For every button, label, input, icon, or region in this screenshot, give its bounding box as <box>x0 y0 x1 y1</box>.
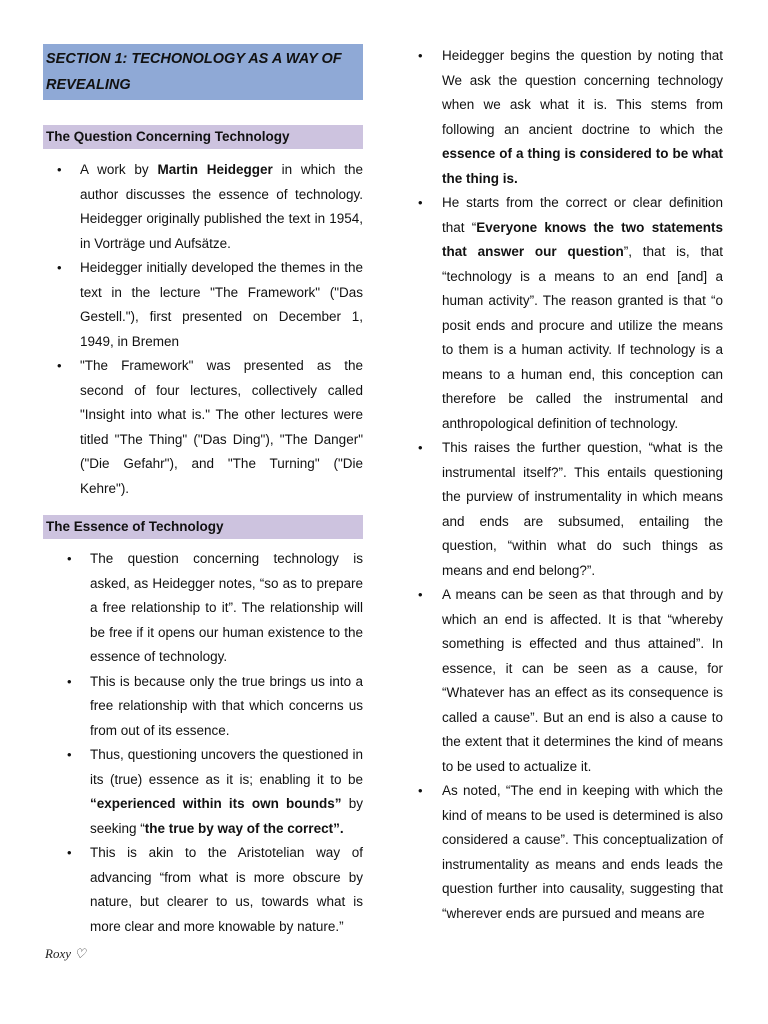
right-column <box>414 44 723 926</box>
footer-signature: Roxy ♡ <box>45 946 86 961</box>
list-item: • As noted, “The end in keeping with which the kind of means to be used is determined is also considered a cause”. This conceptualization of instrumentality as means and ends leads the question further into causality, suggesting that “wherever ends are pursued and means are <box>414 779 723 926</box>
list-item: • This raises the further question, “what is the instrumental itself?”. This entails questioning the purview of instrumentality in which means and ends are subsumed, entailing the question, “within what do such things as means and end belong?”. <box>414 436 723 583</box>
list-item: • A work by Martin Heidegger in which the author discusses the essence of technology. Heidegger originally published the text in 1954, in Vorträge und Aufsätze. <box>43 158 363 256</box>
list-item: • "The Framework" was presented as the second of four lectures, collectively called "Insight into what is." The other lectures were titled "The Thing" ("Das Ding"), "The Danger" ("Die Gefahr"), and "The Turning" ("Die Kehre"). <box>43 354 363 501</box>
bullet-list <box>43 158 363 501</box>
list-item: • Heidegger initially developed the themes in the text in the lecture "The Framework" ("Das Gestell."), first presented on December 1, 1949, in Bremen <box>43 256 363 354</box>
subheading-question-concerning-technology: The Question Concerning Technology <box>43 125 363 149</box>
subheading-essence-of-technology: The Essence of Technology <box>43 515 363 539</box>
list-item: • The question concerning technology is asked, as Heidegger notes, “so as to prepare a free relationship to it”. The relationship will be free if it opens our human existence to the essence of technology. <box>43 547 363 670</box>
list-item: • A means can be seen as that through and by which an end is affected. It is that “whereby something is effected and thus attained”. In essence, it can be seen as a cause, for “Whatever has an effect as its consequence is called a cause”. But an end is also a cause to the extent that it determines the kind of means to be used to actualize it. <box>414 583 723 779</box>
list-item: • This is akin to the Aristotelian way of advancing “from what is more obscure by nature, but clearer to us, towards what is more clear and more knowable by nature.” <box>43 841 363 939</box>
left-column <box>43 44 363 939</box>
section-title: SECTION 1: TECHONOLOGY AS A WAY OF REVEALING <box>43 44 363 100</box>
list-item: • Heidegger begins the question by noting that We ask the question concerning technology when we ask what it is. This stems from following an ancient doctrine to which the essence of a thing is considered to be what the thing is. <box>414 44 723 191</box>
list-item: • This is because only the true brings us into a free relationship with that which concerns us from out of its essence. <box>43 670 363 744</box>
bullet-list <box>43 547 363 939</box>
bullet-list <box>414 44 723 926</box>
list-item: • Thus, questioning uncovers the questioned in its (true) essence as it is; enabling it to be “experienced within its own bounds” by seeking “the true by way of the correct”. <box>43 743 363 841</box>
list-item: • He starts from the correct or clear definition that “Everyone knows the two statements that answer our question”, that is, that “technology is a means to an end [and] a human activity”. The reason granted is that “o posit ends and procure and utilize the means to them is a human activity. If technology is a means to a human end, this conception can therefore be called the instrumental and anthropological definition of technology. <box>414 191 723 436</box>
